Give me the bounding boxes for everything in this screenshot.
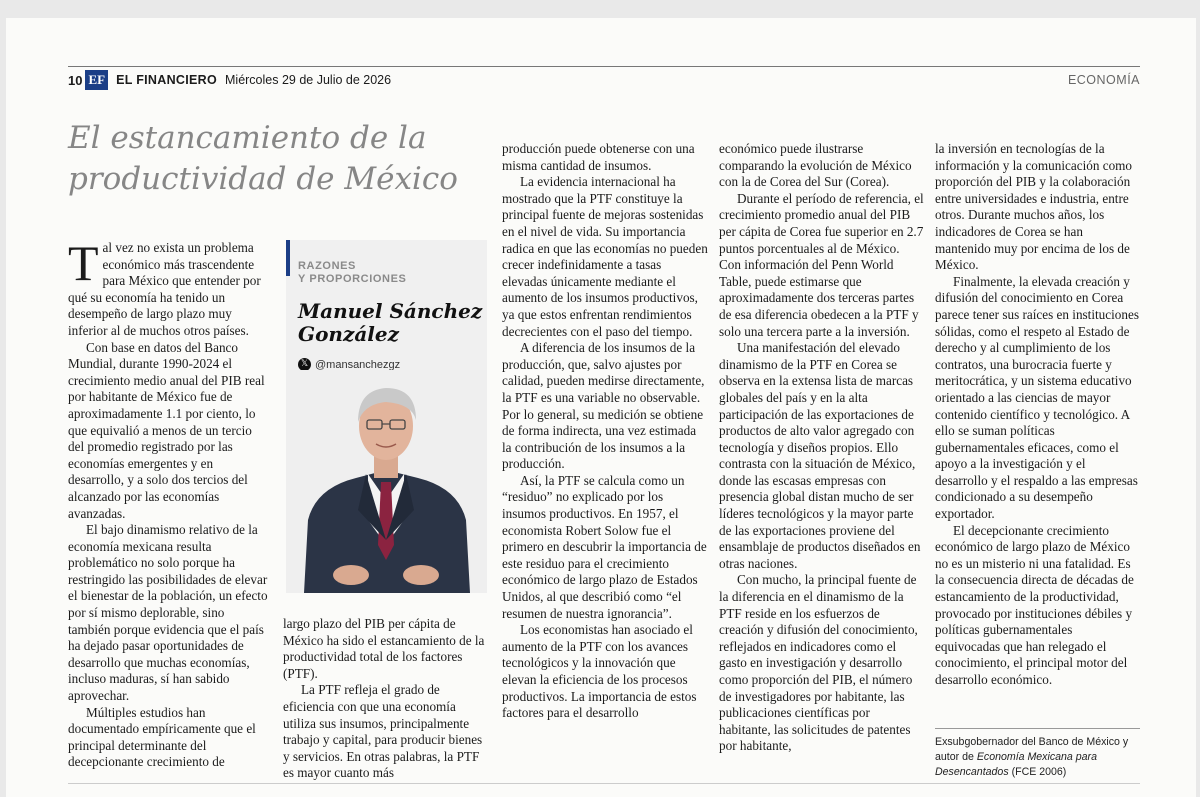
paragraph: Una manifestación del elevado dinamismo de la PTF en Corea se observa en la extensa lista de marcas globales del país y en la alta participación de las exportaciones de productos de alto valor agregado con tecnología y diseños propios. Ello contrasta con la situación de México, donde las escasas empresas con presencia global distan mucho de ser líderes tecnológicos y la mayor parte de las exportaciones proviene del ensamblaje de productos diseñados en otras naciones. [719,340,921,571]
article-column-3 [502,141,708,722]
author-bio: Exsubgobernador del Banco de México y autor de Economía Mexicana para Desencantados (FCE 2006) [935,728,1140,780]
newspaper-logo: EF [85,70,108,90]
paragraph: El decepcionante crecimiento económico de largo plazo de México no es un misterio ni una fatalidad. Es la consecuencia directa de décadas de estancamiento de la productividad, provocado por instituciones débiles y políticas gubernamentales equivocadas que han relegado el conocimiento, el principal motor del desarrollo económico. [935,522,1134,687]
page-header [68,66,1140,93]
paragraph: El bajo dinamismo relativo de la economía mexicana resulta problemático no solo porque ha restringido las posibilidades de elevar el bienestar de la población, un efecto por sí mismo deplorable, sino también porque evidencia que el país ha dejado pasar oportunidades de desarrollo que muchas economías, incluso maduras, sí han sabido aprovechar. [68,522,268,704]
column-label: RAZONES Y PROPORCIONES [298,260,407,285]
paragraph: La evidencia internacional ha mostrado que la PTF constituye la principal fuente de mejoras sostenidas en el nivel de vida. Su importancia radica en que las economías no pueden crecer indefinidamente a tasas elevadas únicamente mediante el aumento de los insumos productivos, ya que estos enfrentan rendimientos decrecientes con el paso del tiempo. [502,174,708,339]
paragraph: A diferencia de los insumos de la producción, que, salvo ajustes por calidad, pueden medirse directamente, la PTF es una variable no observable. Por lo general, su medición se obtiene de forma indirecta, una vez estimada la contribución de los insumos a la producción. [502,340,705,472]
columnist-box [286,240,487,593]
article-title: El estancamiento de la productividad de México [68,120,458,197]
article-column-1 [68,235,270,771]
newspaper-page [6,18,1196,797]
paragraph: producción puede obtenerse con una misma cantidad de insumos. [502,141,695,173]
paragraph: Múltiples estudios han documentado empíricamente que el principal determinante del decepcionante crecimiento de [68,704,256,770]
paragraph: Con base en datos del Banco Mundial, durante 1990-2024 el crecimiento medio anual del PIB real por habitante de México fue de aproximadamente 1.1 por ciento, lo que equivalió a menos de un tercio del promedio registrado por las economías emergentes y en desarrollo, y a solo dos tercios del alcanzado por las economías avanzadas. [68,339,265,521]
paragraph: Así, la PTF se calcula como un “residuo” no explicado por los insumos productivos. En 1957, el economista Robert Solow fue el primero en descubrir la importancia de este residuo para el crecimiento económico de largo plazo de Estados Unidos, al que describió como “el resumen de nuestra ignorancia”. [502,472,707,621]
dropcap: T [68,235,99,291]
section-name: ECONOMÍA [1067,73,1140,87]
article-column-4 [719,141,924,755]
author-name: Manuel Sánchez González [298,299,483,346]
article-column-2 [283,616,487,782]
paragraph: la inversión en tecnologías de la información y la comunicación como proporción del PIB y la colaboración entre universidades e industria, entre otros. Durante muchos años, los indicadores de Corea se han mantenido muy por encima de los de México. [935,141,1133,273]
bottom-divider [68,783,1140,784]
page-number: 10 [68,72,83,88]
paragraph: Los economistas han asociado el aumento de la PTF con los avances tecnológicos y la innovación que elevan la eficiencia de los procesos productivos. La importancia de estos factores para el desarrollo [502,622,697,721]
paragraph: Con mucho, la principal fuente de la diferencia en el dinamismo de la PTF reside en los esfuerzos de creación y difusión del conocimiento, reflejados en indicadores como el gasto en investigación y desarrollo como proporción del PIB, el número de investigadores por habitante, las publicaciones científicas por habitante, las solicitudes de patentes por habitante, [719,572,918,754]
paragraph: económico puede ilustrarse comparando la evolución de México con la de Corea del Sur (Corea). [719,141,912,190]
paragraph: Durante el período de referencia, el crecimiento promedio anual del PIB per cápita de Corea fue superior en 2.7 puntos porcentuales al de México. Con información del Penn World Table, puede estimarse que aproximadamente dos terceras partes de esa diferencia obedecen a la PTF y solo una tercera parte a la inversión. [719,190,924,339]
paragraph: Tal vez no exista un problema económico más trascendente para México que entender por qué su economía ha tenido un desempeño de largo plazo muy inferior al de muchos otros países. [68,235,261,338]
paragraph: La PTF refleja el grado de eficiencia con que una economía utiliza sus insumos, principalmente trabajo y capital, para producir bienes y servicios. En otras palabras, la PTF es mayor cuanto más [283,682,483,781]
social-handle[interactable]: 𝕏 @mansanchezgz [298,358,400,371]
article-column-5 [935,141,1140,689]
newspaper-name: EL FINANCIERO [116,73,217,87]
book-title: Economía Mexicana para Desencantados [935,751,1097,778]
paragraph: Finalmente, la elevada creación y difusión del conocimiento en Corea parece tener sus raíces en instituciones sólidas, como el respeto al Estado de derecho y al cumplimiento de los contratos, una burocracia fuerte y meritocrática, y un sistema educativo orientado a las ciencias de mayor contenido científico y tecnológico. A ello se suman políticas gubernamentales eficaces, como el apoyo a la investigación y el desarrollo y el respaldo a las empresas condicionado a su desempeño exportador. [935,273,1139,522]
paragraph: largo plazo del PIB per cápita de México ha sido el estancamiento de la productividad total de los factores (PTF). [283,616,485,681]
author-photo [286,370,487,593]
issue-date: Miércoles 29 de Julio de 2026 [225,73,392,87]
book-reference: (FCE 2006) [1011,766,1067,778]
x-icon: 𝕏 [298,358,311,371]
accent-bar [286,240,290,276]
